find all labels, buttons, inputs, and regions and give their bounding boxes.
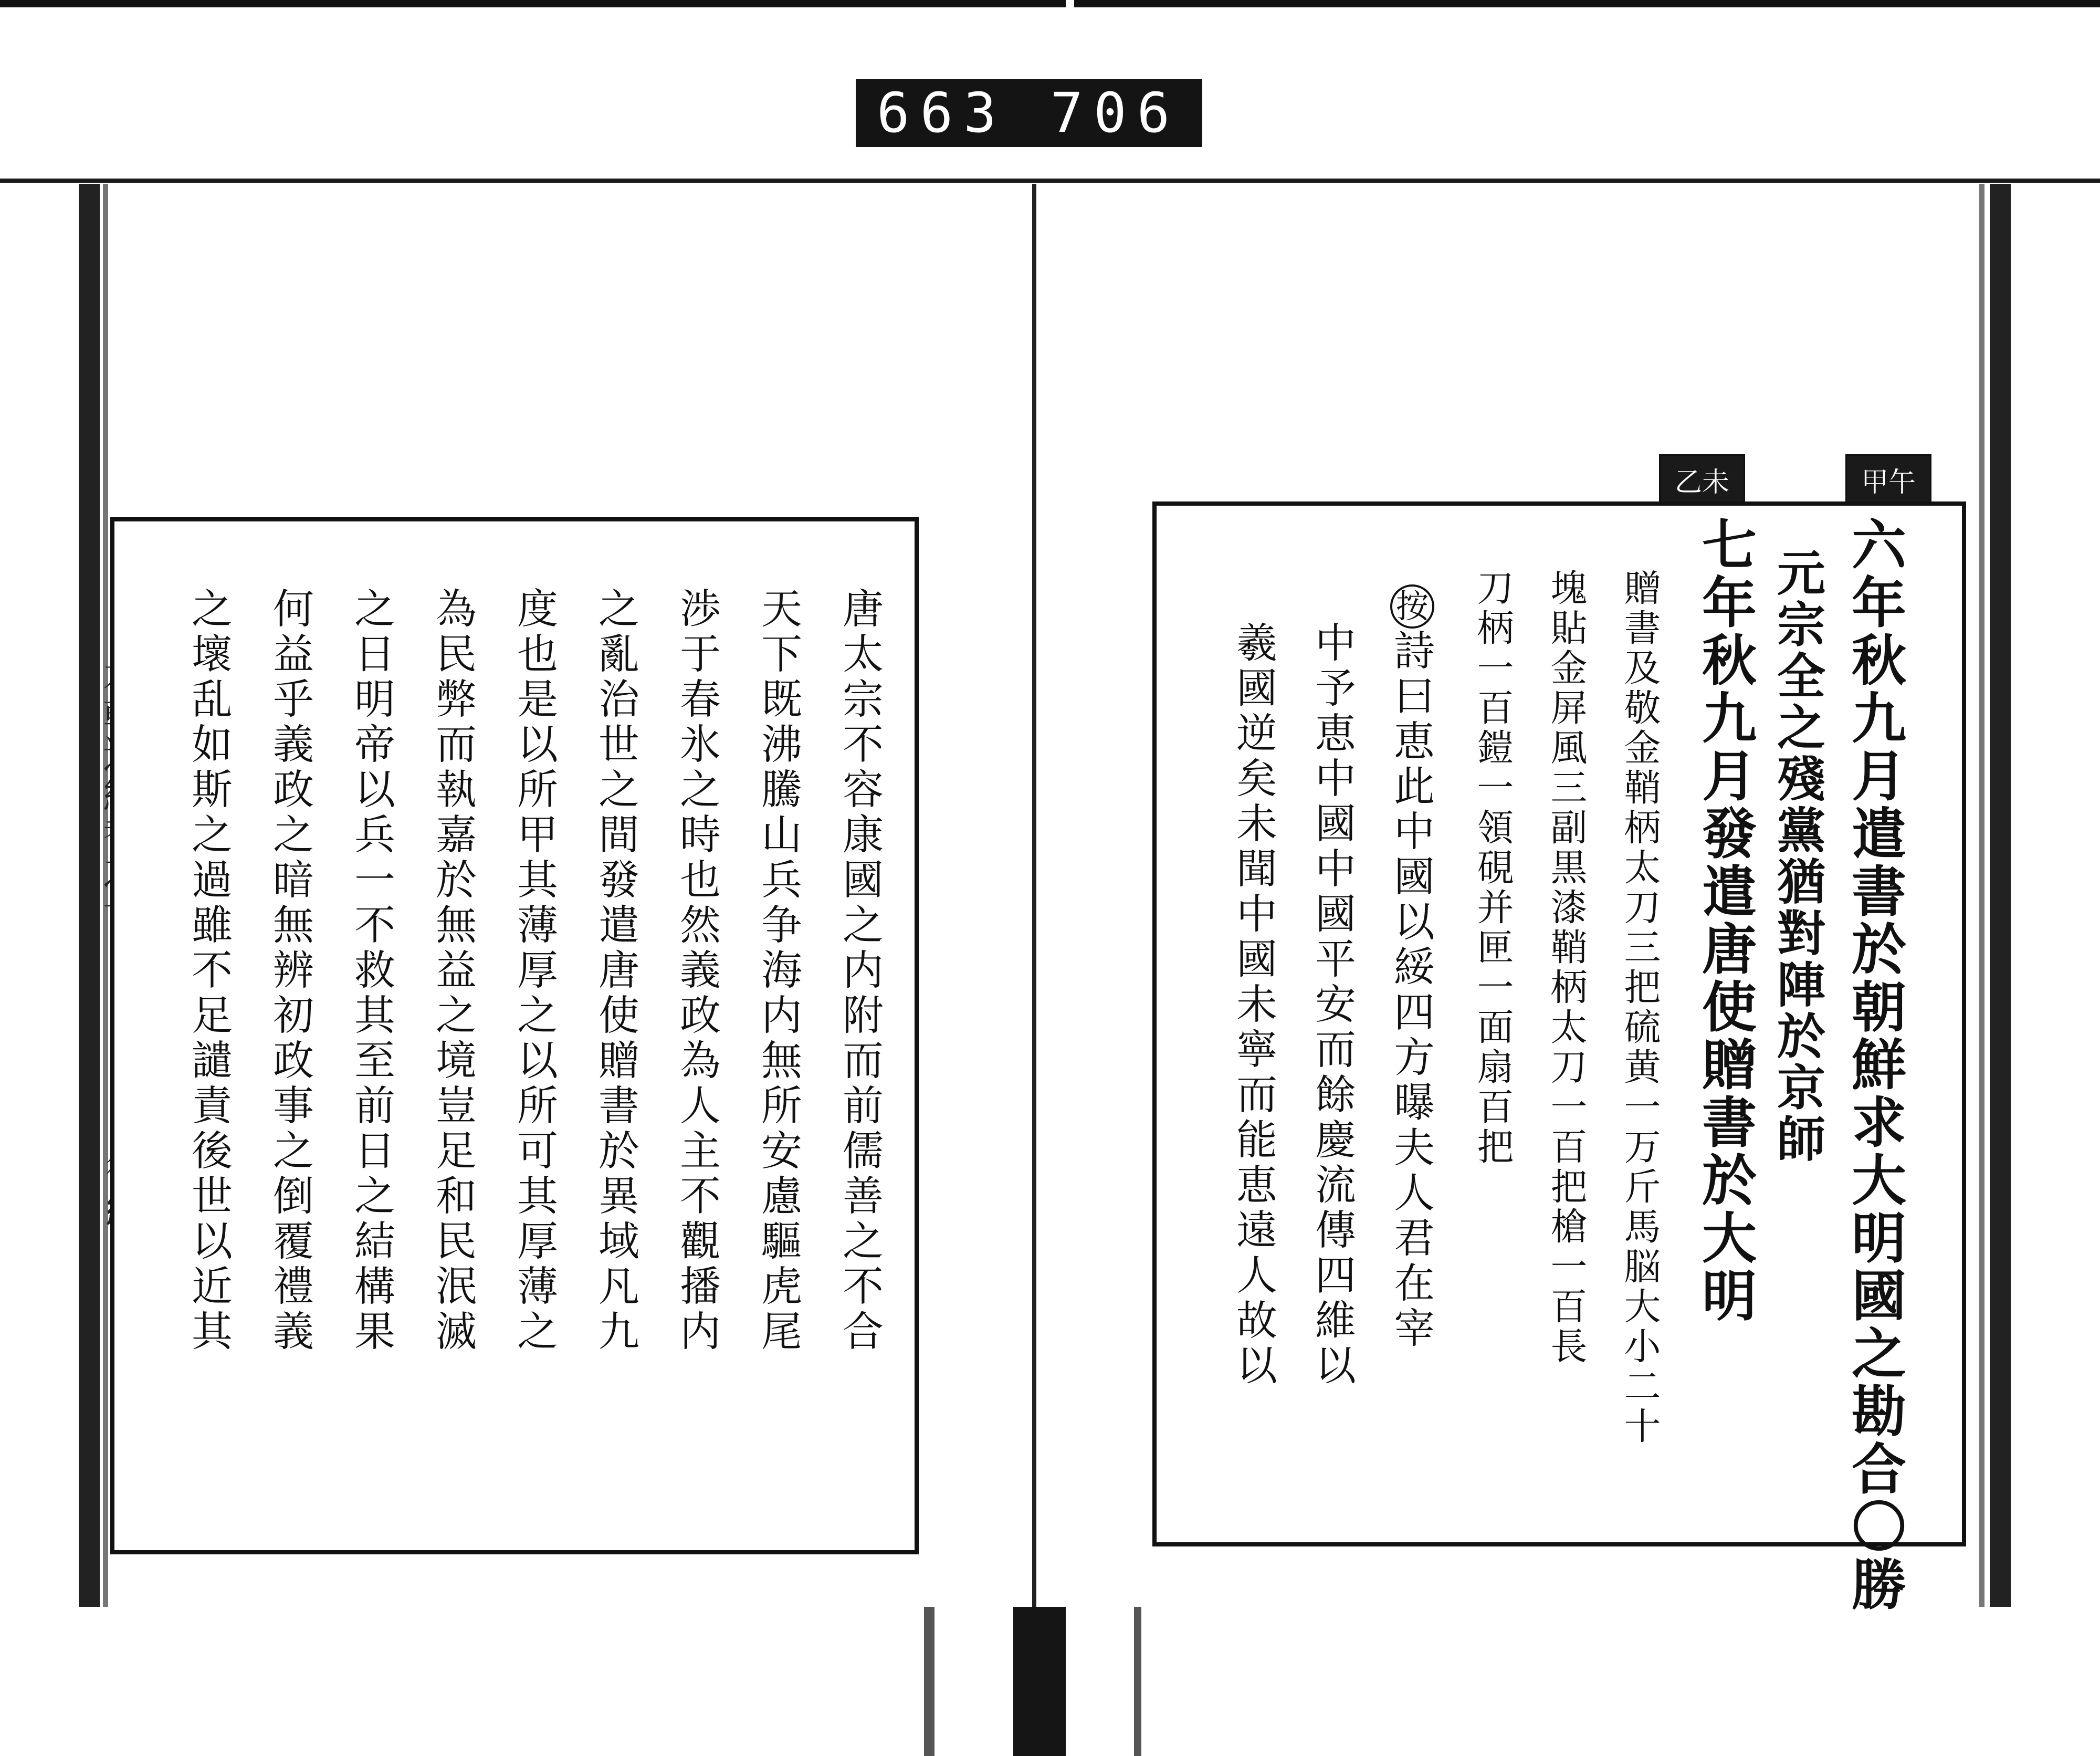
year-tag-kogo: 甲午 (1845, 454, 1931, 505)
entry-heading-year6-continued: 元宗全之殘黨猶對陣於京師 (1769, 548, 1826, 1165)
gift-list-row: 塊貼金屏風三副黒漆鞘柄太刀一百把槍一百長 (1545, 569, 1588, 1367)
left-text-column: 之壞乱如斯之過雖不足譴責後世以近其 (185, 587, 232, 1355)
binding-strip-left (924, 1607, 934, 1756)
left-text-column: 之日明帝以兵一不救其至前日之結構果 (348, 587, 395, 1355)
left-text-column: 之亂治世之間發遣唐使贈書於異域凡九 (592, 587, 639, 1355)
left-text-column: 度也是以所甲其薄厚之以所可其厚薄之 (510, 587, 558, 1355)
left-page-frame (110, 517, 919, 1554)
left-text-column: 天下既沸騰山兵争海内無所安慮驅虎尾 (754, 587, 802, 1355)
right-book-edge (1990, 184, 2011, 1607)
book-spine-gutter (1032, 184, 1036, 1617)
left-text-column: 渉于春氷之時也然義政為人主不觀播内 (673, 587, 720, 1355)
commentary-column: 羲國逆矣未聞中國未寧而能恵遠人故以 (1230, 621, 1277, 1389)
scan-top-border (0, 0, 2100, 7)
year-tag-otsubi: 乙未 (1659, 454, 1745, 505)
left-text-column: 何益乎義政之暗無辨初政事之倒覆禮義 (266, 587, 313, 1355)
commentary-mark: 按 (1390, 584, 1434, 629)
commentary-column: 詩曰恵此中國以綏四方曝夫人君在宰 (1387, 629, 1434, 1352)
left-text-column: 唐太宗不容康國之内附而前儒善之不合 (836, 587, 883, 1355)
commentary-column: 中予恵中國中國平安而餘慶流傳四維以 (1308, 621, 1356, 1389)
left-text-column: 為民弊而執嘉於無益之境豈足和民泯滅 (429, 587, 476, 1355)
binding-clip (1013, 1607, 1066, 1756)
scan-top-gap (1066, 0, 1074, 7)
right-book-edge-inner (1979, 184, 1984, 1607)
book-top-edge (0, 179, 2100, 183)
gift-list-row: 贈書及敬金鞘柄太刀三把硫黄一万斤馬脳大小二十 (1618, 569, 1661, 1447)
gift-list-row: 刀柄一百鎧一領硯并匣一面扇百把 (1471, 569, 1514, 1167)
right-page-frame (1152, 501, 1966, 1614)
entry-heading-year7: 七年秋九月發遣唐使贈書於大明 (1693, 516, 1757, 1325)
entry-heading-year6: 六年秋九月遣書於朝鮮求大明國之勘合〇勝 (1842, 516, 1907, 1614)
binding-strip-right (1134, 1607, 1141, 1756)
frame-counter: 663 706 (856, 79, 1202, 147)
